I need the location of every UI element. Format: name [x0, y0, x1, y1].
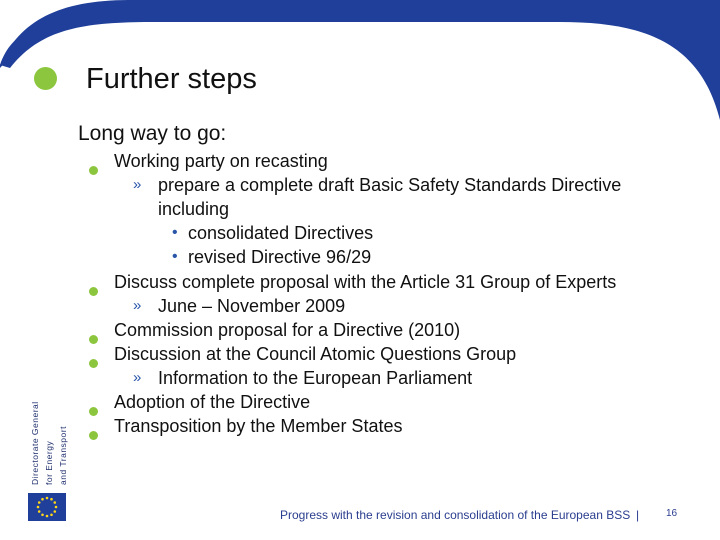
- slide-title: Further steps: [86, 63, 257, 95]
- list-subsubitem: consolidated Directives: [188, 223, 374, 243]
- footer-separator: |: [636, 508, 640, 522]
- list-item: Discussion at the Council Atomic Questions Group: [114, 344, 517, 364]
- bullet-dot-icon: [89, 431, 98, 440]
- list-subsubitem: revised Directive 96/29: [188, 247, 372, 267]
- logo-line: and Transport: [58, 426, 68, 485]
- footer-caption: Progress with the revision and consolidation of the European BSS: [280, 508, 631, 522]
- header-arc-decoration: [0, 0, 720, 120]
- chevron-bullet-icon: »: [133, 369, 142, 386]
- dot-bullet-icon: •: [172, 224, 178, 241]
- bullet-dot-icon: [89, 407, 98, 416]
- bullet-dot-icon: [89, 166, 98, 175]
- list-subitem: June – November 2009: [158, 296, 346, 316]
- page-number: 16: [666, 508, 678, 519]
- title-bullet-icon: [34, 67, 57, 90]
- list-item: Working party on recasting: [114, 151, 328, 171]
- list-subitem: prepare a complete draft Basic Safety Standards Directive: [158, 175, 622, 195]
- list-subitem-continuation: including: [158, 199, 230, 219]
- slide-subtitle: Long way to go:: [78, 122, 227, 145]
- list-item: Adoption of the Directive: [114, 392, 311, 412]
- bullet-dot-icon: [89, 359, 98, 368]
- list-item: Commission proposal for a Directive (2010): [114, 320, 461, 340]
- dot-bullet-icon: •: [172, 248, 178, 265]
- list-subitem: Information to the European Parliament: [158, 368, 473, 388]
- list-item: Transposition by the Member States: [114, 416, 403, 436]
- chevron-bullet-icon: »: [133, 176, 142, 193]
- eu-flag-icon: [28, 493, 66, 521]
- bullet-dot-icon: [89, 287, 98, 296]
- list-item: Discuss complete proposal with the Article 31 Group of Experts: [114, 272, 617, 292]
- logo-line: for Energy: [44, 440, 54, 485]
- bullet-dot-icon: [89, 335, 98, 344]
- logo-line: Directorate General: [30, 401, 40, 485]
- dg-tren-logo: [26, 360, 76, 485]
- chevron-bullet-icon: »: [133, 297, 142, 314]
